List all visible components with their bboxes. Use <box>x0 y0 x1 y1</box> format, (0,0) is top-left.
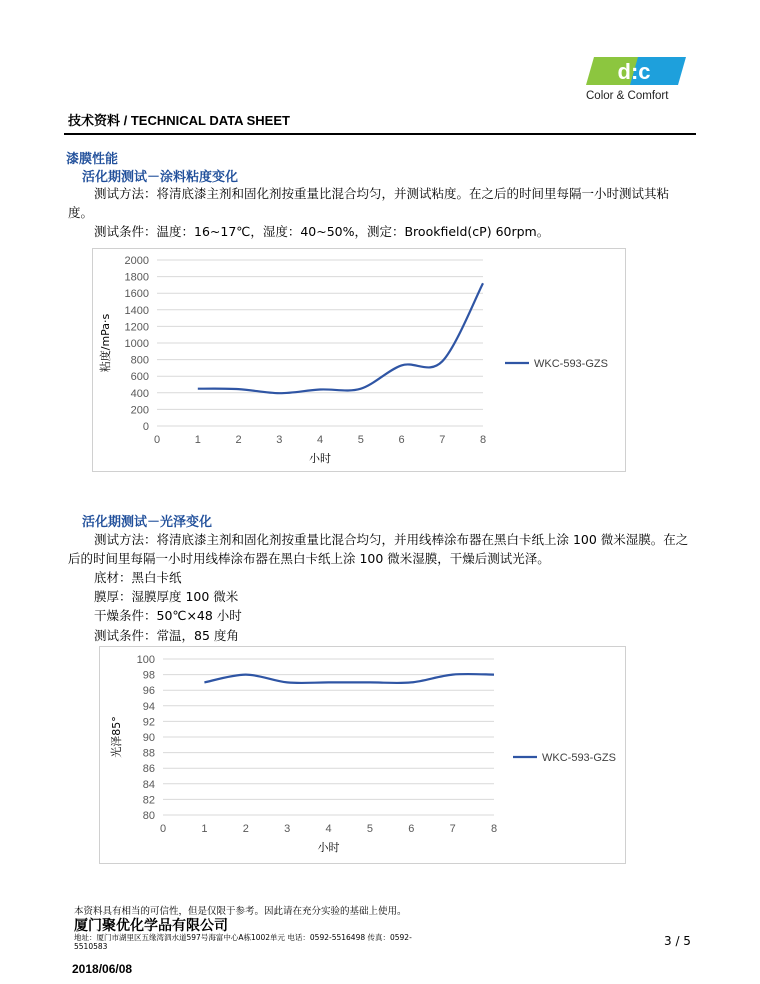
section-title: 漆膜性能 <box>66 152 119 167</box>
legend-label: WKC-593-GZS <box>534 358 608 370</box>
y-tick-label: 0 <box>142 421 149 433</box>
disclaimer-note: 本资料具有相当的可信性，但是仅限于参考。因此请在充分实验的基础上使用。 <box>74 906 407 917</box>
y-tick-label: 1000 <box>124 338 149 350</box>
viscosity-chart-svg <box>93 249 625 471</box>
y-tick-label: 2000 <box>124 255 149 267</box>
viscosity-subtitle: 活化期测试－涂料粘度变化 <box>82 170 239 185</box>
y-tick-label: 94 <box>142 700 155 713</box>
x-tick-label: 2 <box>235 434 242 446</box>
y-tick-label: 86 <box>142 763 155 776</box>
company-address: 地址：厦门市湖里区五缘湾泗水道597号海富中心A栋1002单元 电话：0592-5516498 传真：0592-5510583 <box>74 933 412 951</box>
company-name: 厦门聚优化学品有限公司 <box>74 918 228 934</box>
x-tick-label: 4 <box>325 823 332 835</box>
gloss-chart <box>99 646 626 864</box>
document-date: 2018/06/08 <box>72 962 133 976</box>
gloss-substrate: 底材：黑白卡纸 <box>94 570 182 585</box>
y-tick-label: 98 <box>142 669 155 682</box>
x-tick-label: 0 <box>159 823 167 835</box>
x-tick-label: 3 <box>276 434 283 446</box>
data-point <box>410 681 413 684</box>
x-tick-label: 1 <box>201 823 208 835</box>
x-tick-label: 1 <box>194 434 201 446</box>
x-tick-label: 7 <box>449 823 456 835</box>
x-tick-label: 6 <box>398 434 405 446</box>
x-tick-label: 6 <box>408 823 415 835</box>
data-point <box>237 388 240 391</box>
y-tick-label: 88 <box>142 747 155 760</box>
x-tick-label: 8 <box>479 434 487 446</box>
data-point <box>482 282 485 285</box>
data-point <box>400 364 403 367</box>
data-point <box>368 681 371 684</box>
y-tick-label: 1200 <box>124 321 149 334</box>
gloss-chart-svg <box>100 647 625 863</box>
logo-mark-text: d:c <box>617 59 651 84</box>
x-tick-label: 5 <box>366 823 373 835</box>
gloss-conditions: 测试条件：常温，85 度角 <box>94 628 239 643</box>
data-point <box>196 387 199 390</box>
series-line <box>198 283 483 393</box>
x-tick-label: 8 <box>490 823 498 835</box>
y-tick-label: 400 <box>130 387 149 400</box>
data-point <box>359 387 362 390</box>
x-tick-label: 3 <box>284 823 291 835</box>
gloss-method: 测试方法：将清底漆主剂和固化剂按重量比混合均匀，并用线棒涂布器在黑白卡纸上涂 100 微米湿膜。在之后的时间里每隔一小时用线棒涂布器在黑白卡纸上涂 100 微米湿膜，干燥后测试光泽。 <box>68 532 689 566</box>
data-point <box>203 681 206 684</box>
x-tick-label: 2 <box>242 823 249 835</box>
y-tick-label: 800 <box>130 354 149 367</box>
data-point <box>441 360 444 363</box>
page-number: 3 / 5 <box>664 934 691 948</box>
y-tick-label: 100 <box>136 654 155 666</box>
y-tick-label: 84 <box>142 778 155 791</box>
data-point <box>278 392 281 395</box>
data-point <box>327 681 330 684</box>
y-tick-label: 200 <box>130 404 149 417</box>
series-line <box>204 674 494 683</box>
y-tick-label: 1800 <box>124 271 149 284</box>
y-tick-label: 1600 <box>124 288 149 301</box>
data-point <box>244 673 247 676</box>
document-title: 技术资料 / TECHNICAL DATA SHEET <box>68 113 290 128</box>
viscosity-conditions: 测试条件：温度：16~17℃，湿度：40~50%，测定：Brookfield(cP) 60rpm。 <box>94 224 550 239</box>
x-axis-title: 小时 <box>309 452 331 465</box>
header-divider <box>64 133 696 135</box>
data-point <box>451 673 454 676</box>
logo-mark-icon <box>584 55 690 89</box>
company-logo <box>584 55 690 105</box>
x-tick-label: 5 <box>357 434 364 446</box>
x-tick-label: 0 <box>153 434 161 446</box>
x-tick-label: 4 <box>316 434 324 446</box>
gloss-drying: 干燥条件：50℃×48 小时 <box>94 608 242 623</box>
y-tick-label: 90 <box>142 732 155 744</box>
viscosity-method: 测试方法：将清底漆主剂和固化剂按重量比混合均匀，并测试粘度。在之后的时间里每隔一小时测试其粘度。 <box>68 186 670 220</box>
data-point <box>286 681 289 684</box>
y-tick-label: 600 <box>130 371 149 384</box>
y-tick-label: 80 <box>142 810 155 822</box>
data-point <box>493 673 496 676</box>
gloss-thickness: 膜厚：湿膜厚度 100 微米 <box>94 589 239 604</box>
x-tick-label: 7 <box>439 434 446 446</box>
y-tick-label: 96 <box>142 685 155 698</box>
data-point <box>319 388 322 391</box>
y-axis-title: 光泽85° <box>110 716 123 758</box>
y-tick-label: 1400 <box>124 304 149 317</box>
legend-label: WKC-593-GZS <box>542 752 616 764</box>
y-axis-title: 粘度/mPa·s <box>99 313 112 373</box>
y-tick-label: 82 <box>142 794 155 807</box>
logo-tagline: Color & Comfort <box>586 90 669 102</box>
viscosity-chart <box>92 248 626 472</box>
x-axis-title: 小时 <box>317 841 340 854</box>
gloss-subtitle: 活化期测试－光泽变化 <box>82 515 213 530</box>
y-tick-label: 92 <box>142 716 155 729</box>
